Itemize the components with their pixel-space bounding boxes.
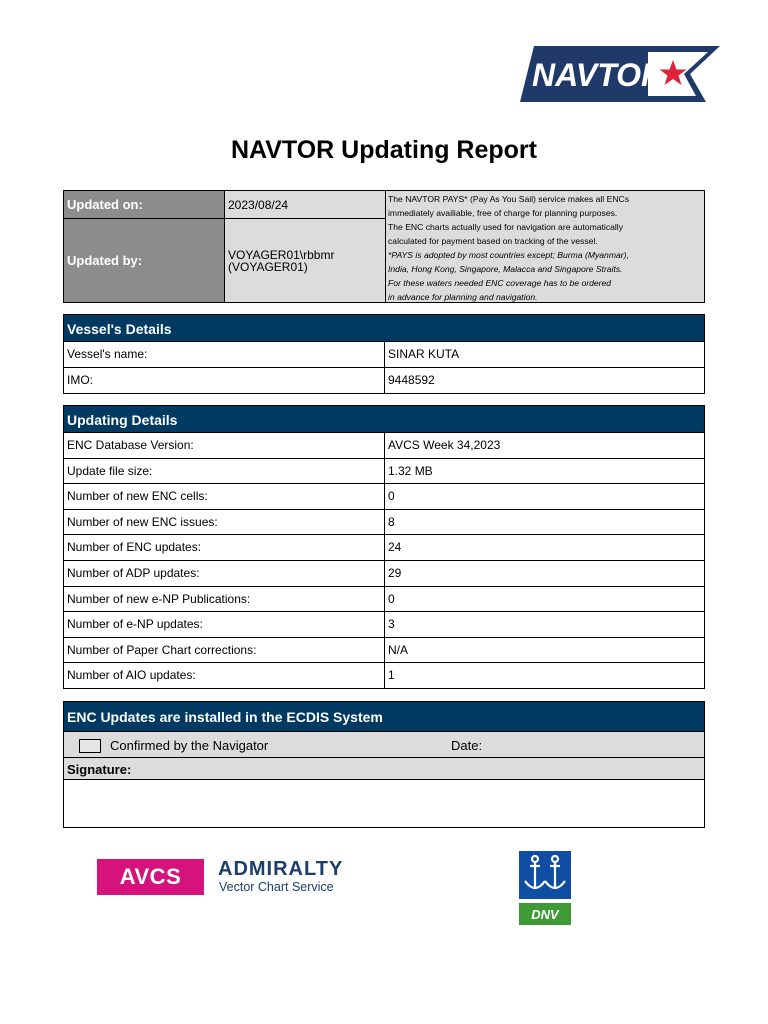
row-label: ENC Database Version: [67, 438, 194, 452]
row-label: Number of ADP updates: [67, 565, 200, 580]
note-line: immediately availiable, free of charge for planning purposes. [388, 208, 618, 218]
table-row [64, 638, 704, 664]
table-row [64, 612, 704, 638]
page-title: NAVTOR Updating Report [230, 136, 537, 164]
dnv-logo [519, 851, 571, 925]
table-row [64, 535, 704, 561]
section-heading: Vessel's Details [64, 315, 704, 342]
confirmed-checkbox[interactable] [79, 739, 101, 753]
row-label: Number of new ENC issues: [67, 514, 218, 529]
note-line: For these waters needed ENC coverage has to be ordered [388, 278, 612, 288]
updated-on-label: Updated on: [64, 191, 225, 219]
confirmed-label: Confirmed by the Navigator [110, 738, 269, 753]
note-line: *PAYS is adopted by most countries except; Burma (Myanmar), [388, 250, 629, 260]
row-label: Number of e-NP updates: [67, 617, 203, 632]
row-label: Number of Paper Chart corrections: [67, 642, 257, 657]
row-label: Number of new e-NP Publications: [67, 591, 251, 606]
dnv-text: DNV [531, 907, 559, 922]
signature-field[interactable] [64, 780, 704, 826]
updated-by-system: (VOYAGER01) [228, 260, 308, 274]
row-value: 3 [384, 612, 704, 637]
row-value: 1 [384, 663, 704, 689]
row-value: 29 [384, 561, 704, 586]
updated-by-value [225, 219, 386, 302]
table-row [64, 484, 704, 510]
row-label: Update file size: [67, 463, 153, 478]
table-row [64, 510, 704, 536]
confirmation-row [64, 731, 704, 758]
row-value: 9448592 [384, 368, 704, 394]
row-value: 0 [384, 484, 704, 509]
update-info-table [63, 190, 705, 303]
table-row [64, 342, 704, 368]
table-row [64, 368, 704, 394]
date-label: Date: [451, 738, 483, 753]
table-row [64, 433, 704, 459]
signature-label: Signature: [64, 758, 704, 780]
admiralty-logo-text: ADMIRALTY [218, 858, 344, 880]
updating-details-section [63, 405, 705, 689]
table-row [64, 561, 704, 587]
note-line: The ENC charts actually used for navigation are automatically [388, 222, 624, 232]
table-row [64, 459, 704, 485]
updated-on-value: 2023/08/24 [225, 191, 386, 219]
row-label: Number of ENC updates: [67, 540, 202, 555]
ecdis-confirmation-section [63, 701, 705, 828]
admiralty-subtitle: Vector Chart Service [219, 880, 334, 894]
pays-note [386, 191, 704, 302]
updated-by-user: VOYAGER01\rbbmr [228, 248, 335, 262]
note-line: in advance for planning and navigation. [388, 292, 538, 302]
note-line: The NAVTOR PAYS* (Pay As You Sail) service makes all ENCs [388, 194, 630, 204]
row-label: Number of new ENC cells: [67, 489, 208, 504]
navtor-logo-text: NAVTOR [532, 57, 665, 93]
section-heading: Updating Details [64, 406, 704, 433]
row-value: SINAR KUTA [384, 342, 704, 367]
row-label: Vessel's name: [67, 347, 148, 361]
row-value: AVCS Week 34,2023 [384, 433, 704, 458]
row-value: 24 [384, 535, 704, 560]
note-line: India, Hong Kong, Singapore, Malacca and Singapore Straits. [388, 264, 623, 274]
table-row [64, 663, 704, 689]
note-line: calculated for payment based on tracking of the vessel. [388, 236, 598, 246]
navtor-logo [520, 46, 720, 102]
avcs-logo: AVCS [97, 859, 204, 895]
row-value: N/A [384, 638, 704, 663]
row-value: 0 [384, 587, 704, 612]
section-heading: ENC Updates are installed in the ECDIS System [64, 702, 704, 731]
row-value: 1.32 MB [384, 459, 704, 484]
table-row [64, 587, 704, 613]
vessel-details-section [63, 314, 705, 394]
updated-by-label: Updated by: [64, 219, 225, 302]
row-value: 8 [384, 510, 704, 535]
row-label: Number of AIO updates: [67, 668, 196, 683]
row-label: IMO: [67, 373, 93, 387]
